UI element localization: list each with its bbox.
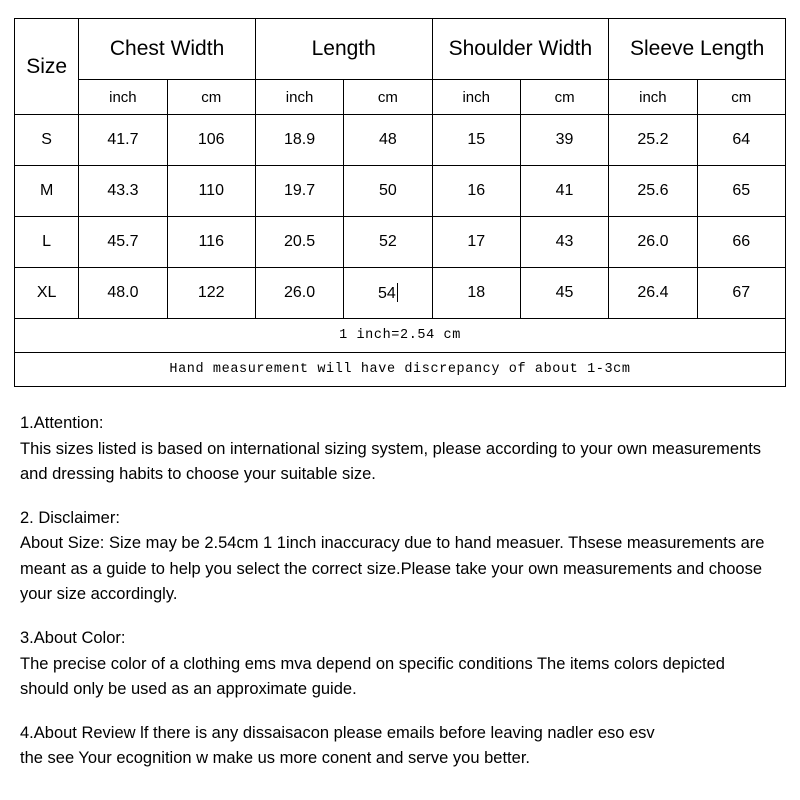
- cell-size: L: [15, 217, 79, 268]
- cell-length-inch: 20.5: [255, 217, 343, 268]
- cell-length-cm: [344, 268, 432, 319]
- cell-length-inch: 19.7: [255, 166, 343, 217]
- subheader-chest-inch: inch: [79, 80, 167, 115]
- cell-chest-cm: 116: [167, 217, 255, 268]
- header-length: Length: [255, 19, 432, 80]
- footnote-conversion: 1 inch=2.54 cm: [15, 319, 786, 353]
- cell-sleeve-inch: 26.0: [609, 217, 697, 268]
- cell-sleeve-cm: 64: [697, 115, 785, 166]
- cell-length-cm: 48: [344, 115, 432, 166]
- cell-shoulder-inch: 16: [432, 166, 520, 217]
- cell-length-inch: 18.9: [255, 115, 343, 166]
- cell-shoulder-inch: 17: [432, 217, 520, 268]
- table-row: [15, 268, 786, 319]
- note-about-review-text: the see Your ecognition w make us more conent and serve you better.: [20, 749, 530, 768]
- header-shoulder-width: Shoulder Width: [432, 19, 609, 80]
- cell-length-cm-value: 54: [377, 285, 396, 302]
- size-chart-table: [14, 18, 786, 387]
- header-chest-width: Chest Width: [79, 19, 256, 80]
- table-row: [15, 115, 786, 166]
- cell-sleeve-cm: 65: [697, 166, 785, 217]
- note-attention: [20, 411, 768, 488]
- cell-shoulder-cm: 45: [520, 268, 608, 319]
- note-attention-title: 1.Attention:: [20, 414, 104, 432]
- subheader-shoulder-inch: inch: [432, 80, 520, 115]
- subheader-length-cm: cm: [344, 80, 432, 115]
- table-row: [15, 166, 786, 217]
- cell-chest-inch: 43.3: [79, 166, 167, 217]
- notes-section: [14, 411, 786, 772]
- table-row: [15, 217, 786, 268]
- subheader-length-inch: inch: [255, 80, 343, 115]
- cell-shoulder-inch: 18: [432, 268, 520, 319]
- cell-length-cm: 52: [344, 217, 432, 268]
- table-header-main-row: [15, 19, 786, 80]
- note-disclaimer: [20, 506, 768, 608]
- cell-chest-inch: 45.7: [79, 217, 167, 268]
- note-about-color-title: 3.About Color:: [20, 628, 126, 647]
- note-disclaimer-text: About Size: Size may be 2.54cm 1 1inch inaccuracy due to hand measuer. Thsese measurements are meant as a guide to help you select the correct size.Please take your own measurements and choose your size accordingly.: [20, 534, 765, 604]
- cell-chest-cm: 106: [167, 115, 255, 166]
- cell-shoulder-inch: 15: [432, 115, 520, 166]
- cell-chest-cm: 110: [167, 166, 255, 217]
- cell-length-cm: 50: [344, 166, 432, 217]
- subheader-chest-cm: cm: [167, 80, 255, 115]
- note-attention-text: This sizes listed is based on international sizing system, please according to your own measurements and dressing habits to choose your suitable size.: [20, 439, 762, 484]
- cell-length-inch: 26.0: [255, 268, 343, 319]
- cell-sleeve-inch: 26.4: [609, 268, 697, 319]
- cell-sleeve-cm: 67: [697, 268, 785, 319]
- table-header-sub-row: [15, 80, 786, 115]
- note-about-color: [20, 626, 768, 703]
- cell-shoulder-cm: 39: [520, 115, 608, 166]
- header-size: Size: [15, 19, 79, 115]
- cell-size: XL: [15, 268, 79, 319]
- cell-shoulder-cm: 43: [520, 217, 608, 268]
- subheader-sleeve-cm: cm: [697, 80, 785, 115]
- footnote-discrepancy: Hand measurement will have discrepancy of about 1-3cm: [15, 353, 786, 387]
- cell-size: S: [15, 115, 79, 166]
- cell-sleeve-inch: 25.2: [609, 115, 697, 166]
- cell-chest-cm: 122: [167, 268, 255, 319]
- subheader-shoulder-cm: cm: [520, 80, 608, 115]
- cell-sleeve-inch: 25.6: [609, 166, 697, 217]
- note-about-review-title: 4.About Review lf there is any dissaisacon please emails before leaving nadler eso esv: [20, 723, 655, 742]
- header-sleeve-length: Sleeve Length: [609, 19, 786, 80]
- cell-size: M: [15, 166, 79, 217]
- cell-sleeve-cm: 66: [697, 217, 785, 268]
- subheader-sleeve-inch: inch: [609, 80, 697, 115]
- table-footnote-conversion-row: [15, 319, 786, 353]
- note-about-color-text: The precise color of a clothing ems mva depend on specific conditions The items colors depicted should only be used as an approximate guide.: [20, 654, 725, 699]
- note-disclaimer-title: 2. Disclaimer:: [20, 508, 120, 527]
- note-about-review: [20, 721, 768, 772]
- text-cursor: [397, 283, 398, 302]
- table-footnote-discrepancy-row: [15, 353, 786, 387]
- cell-chest-inch: 48.0: [79, 268, 167, 319]
- cell-chest-inch: 41.7: [79, 115, 167, 166]
- cell-shoulder-cm: 41: [520, 166, 608, 217]
